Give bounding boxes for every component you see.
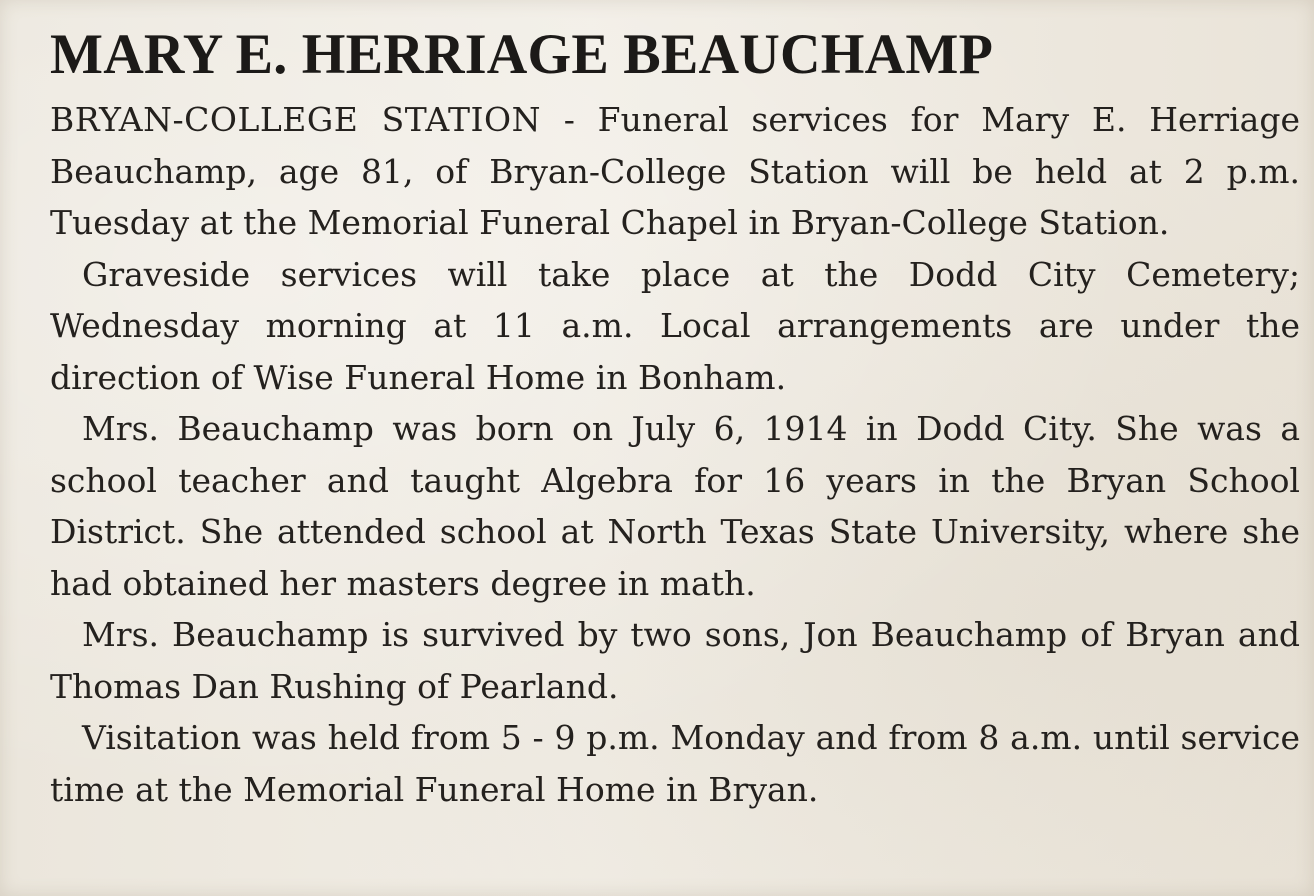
paragraph-biography: Mrs. Beauchamp was born on July 6, 1914 in Dodd City. She was a school teacher and taught Algebra for 16 years in the Bryan School District. She attended school at North Texas State University, where she had obtained her masters degree in math. — [50, 409, 1300, 603]
paragraph-survivors: Mrs. Beauchamp is survived by two sons, Jon Beauchamp of Bryan and Thomas Dan Rushing of Pearland. — [50, 615, 1300, 706]
obituary-body — [50, 94, 1300, 815]
obituary-headline: MARY E. HERRIAGE BEAUCHAMP — [50, 23, 994, 86]
paragraph-visitation: Visitation was held from 5 - 9 p.m. Monday and from 8 a.m. until service time at the Memorial Funeral Home in Bryan. — [50, 718, 1300, 809]
paragraph-funeral-services — [50, 94, 1300, 249]
paragraph-graveside-services: Graveside services will take place at the Dodd City Cemetery; Wednesday morning at 11 a.m. Local arrangements are under the direction of Wise Funeral Home in Bonham. — [50, 254, 1300, 397]
dateline: BRYAN-COLLEGE STATION — [50, 100, 541, 139]
paragraph-1-text: - Funeral services for Mary E. Herriage Beauchamp, age 81, of Bryan-College Station will be held at 2 p.m. Tuesday at the Memorial Funeral Chapel in Bryan-College Station. — [50, 100, 1300, 242]
